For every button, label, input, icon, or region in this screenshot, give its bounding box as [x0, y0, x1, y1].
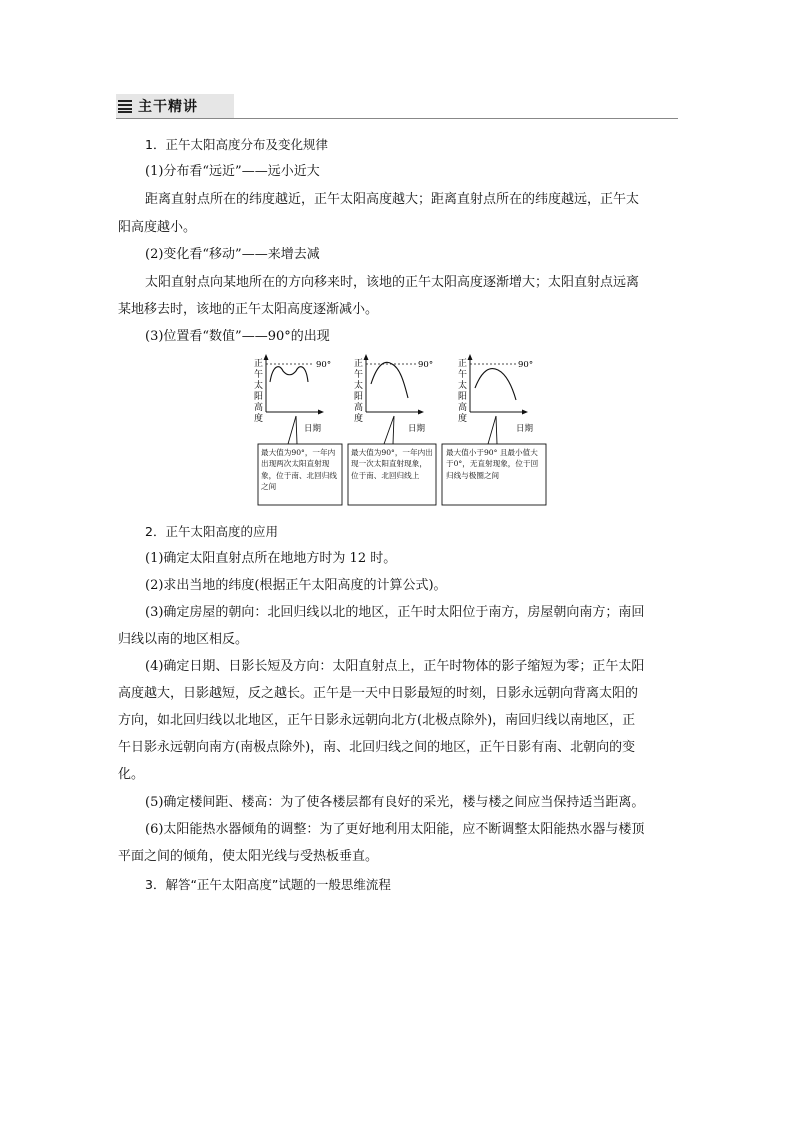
svg-text:90°: 90° — [418, 360, 434, 370]
svg-text:90°: 90° — [518, 360, 534, 370]
heading-1: 1．正午太阳高度分布及变化规律 — [145, 137, 328, 152]
svg-text:高: 高 — [254, 403, 264, 413]
diagram-note-1: 最大值为90°，一年内出现两次太阳直射现象，位于南、北回归线之间 — [261, 448, 337, 492]
svg-text:阳: 阳 — [458, 392, 468, 402]
diagram-panel-2 — [348, 354, 436, 505]
paragraph-line: 归线以南的地区相反。 — [118, 632, 249, 647]
svg-text:日期: 日期 — [408, 424, 426, 434]
svg-text:阳: 阳 — [254, 392, 264, 402]
svg-text:度: 度 — [458, 414, 468, 424]
item-2-4: (4)确定日期、日影长短及方向：太阳直射点上，正午时物体的影子缩短为零；正午太阳 — [145, 659, 645, 674]
paragraph-line: 方向，如北回归线以北地区，正午日影永远朝向北方(北极点除外)，南回归线以南地区，正 — [118, 713, 636, 728]
solar-altitude-diagram — [250, 352, 550, 514]
svg-text:度: 度 — [354, 414, 364, 424]
item-2-1: (1)确定太阳直射点所在地地方时为 12 时。 — [145, 551, 397, 566]
paragraph-line: 太阳直射点向某地所在的方向移来时，该地的正午太阳高度逐渐增大；太阳直射点远离 — [145, 275, 640, 290]
item-2-6: (6)太阳能热水器倾角的调整：为了更好地利用太阳能，应不断调整太阳能热水器与楼顶 — [145, 822, 645, 837]
item-2-3: (3)确定房屋的朝向：北回归线以北的地区，正午时太阳位于南方，房屋朝向南方；南回 — [145, 605, 645, 620]
paragraph-line: 午日影永远朝向南方(南极点除外)，南、北回归线之间的地区，正午日影有南、北朝向的变 — [118, 740, 636, 755]
paragraph-line: 某地移去时，该地的正午太阳高度逐渐减小。 — [118, 302, 379, 317]
paragraph-line: 平面之间的倾角，使太阳光线与受热板垂直。 — [118, 849, 379, 864]
subheading-1-1: (1)分布看“远近”——远小近大 — [145, 164, 320, 179]
paragraph-line: 距离直射点所在的纬度越近，正午太阳高度越大；距离直射点所在的纬度越远，正午太 — [145, 192, 640, 207]
svg-text:日期: 日期 — [304, 424, 322, 434]
diagram-panel-3 — [442, 354, 546, 505]
svg-text:太: 太 — [354, 381, 364, 391]
svg-text:高: 高 — [354, 403, 364, 413]
svg-text:午: 午 — [254, 370, 264, 380]
item-2-2: (2)求出当地的纬度(根据正午太阳高度的计算公式)。 — [145, 578, 447, 593]
svg-text:阳: 阳 — [354, 392, 364, 402]
paragraph-line: 阳高度越小。 — [118, 220, 197, 235]
paragraph-line: 高度越大，日影越短，反之越长。正午是一天中日影最短的时刻，日影永远朝向背离太阳的 — [118, 686, 639, 701]
svg-text:度: 度 — [254, 414, 264, 424]
svg-text:午: 午 — [458, 370, 468, 380]
y-axis-label: 正 — [254, 359, 264, 369]
svg-text:正: 正 — [354, 359, 364, 369]
svg-text:高: 高 — [458, 403, 468, 413]
heading-3: 3．解答“正午太阳高度”试题的一般思维流程 — [145, 877, 391, 892]
paragraph-line: 化。 — [118, 767, 145, 782]
subheading-1-2: (2)变化看“移动”——来增去减 — [145, 247, 320, 262]
diagram-note-3: 最大值小于90° 且最小值大于0°，无直射现象，位于回归线与极圈之间 — [446, 448, 539, 480]
ref-90-label: 90° — [316, 360, 332, 370]
section-divider — [116, 118, 678, 119]
subheading-1-3: (3)位置看“数值”——90°的出现 — [145, 329, 330, 344]
document-lines-icon — [118, 99, 132, 113]
svg-text:正: 正 — [458, 359, 468, 369]
item-2-5: (5)确定楼间距、楼高：为了使各楼层都有良好的采光，楼与楼之间应当保持适当距离。 — [145, 795, 645, 810]
svg-text:太: 太 — [458, 381, 468, 391]
diagram-note-2: 最大值为90°，一年内出现一次太阳直射现象，位于南、北回归线上 — [351, 448, 433, 480]
section-title: 主干精讲 — [138, 99, 198, 115]
section-header — [116, 94, 234, 118]
svg-text:太: 太 — [254, 381, 264, 391]
svg-text:日期: 日期 — [516, 424, 534, 434]
heading-2: 2．正午太阳高度的应用 — [145, 524, 278, 539]
svg-text:午: 午 — [354, 370, 364, 380]
